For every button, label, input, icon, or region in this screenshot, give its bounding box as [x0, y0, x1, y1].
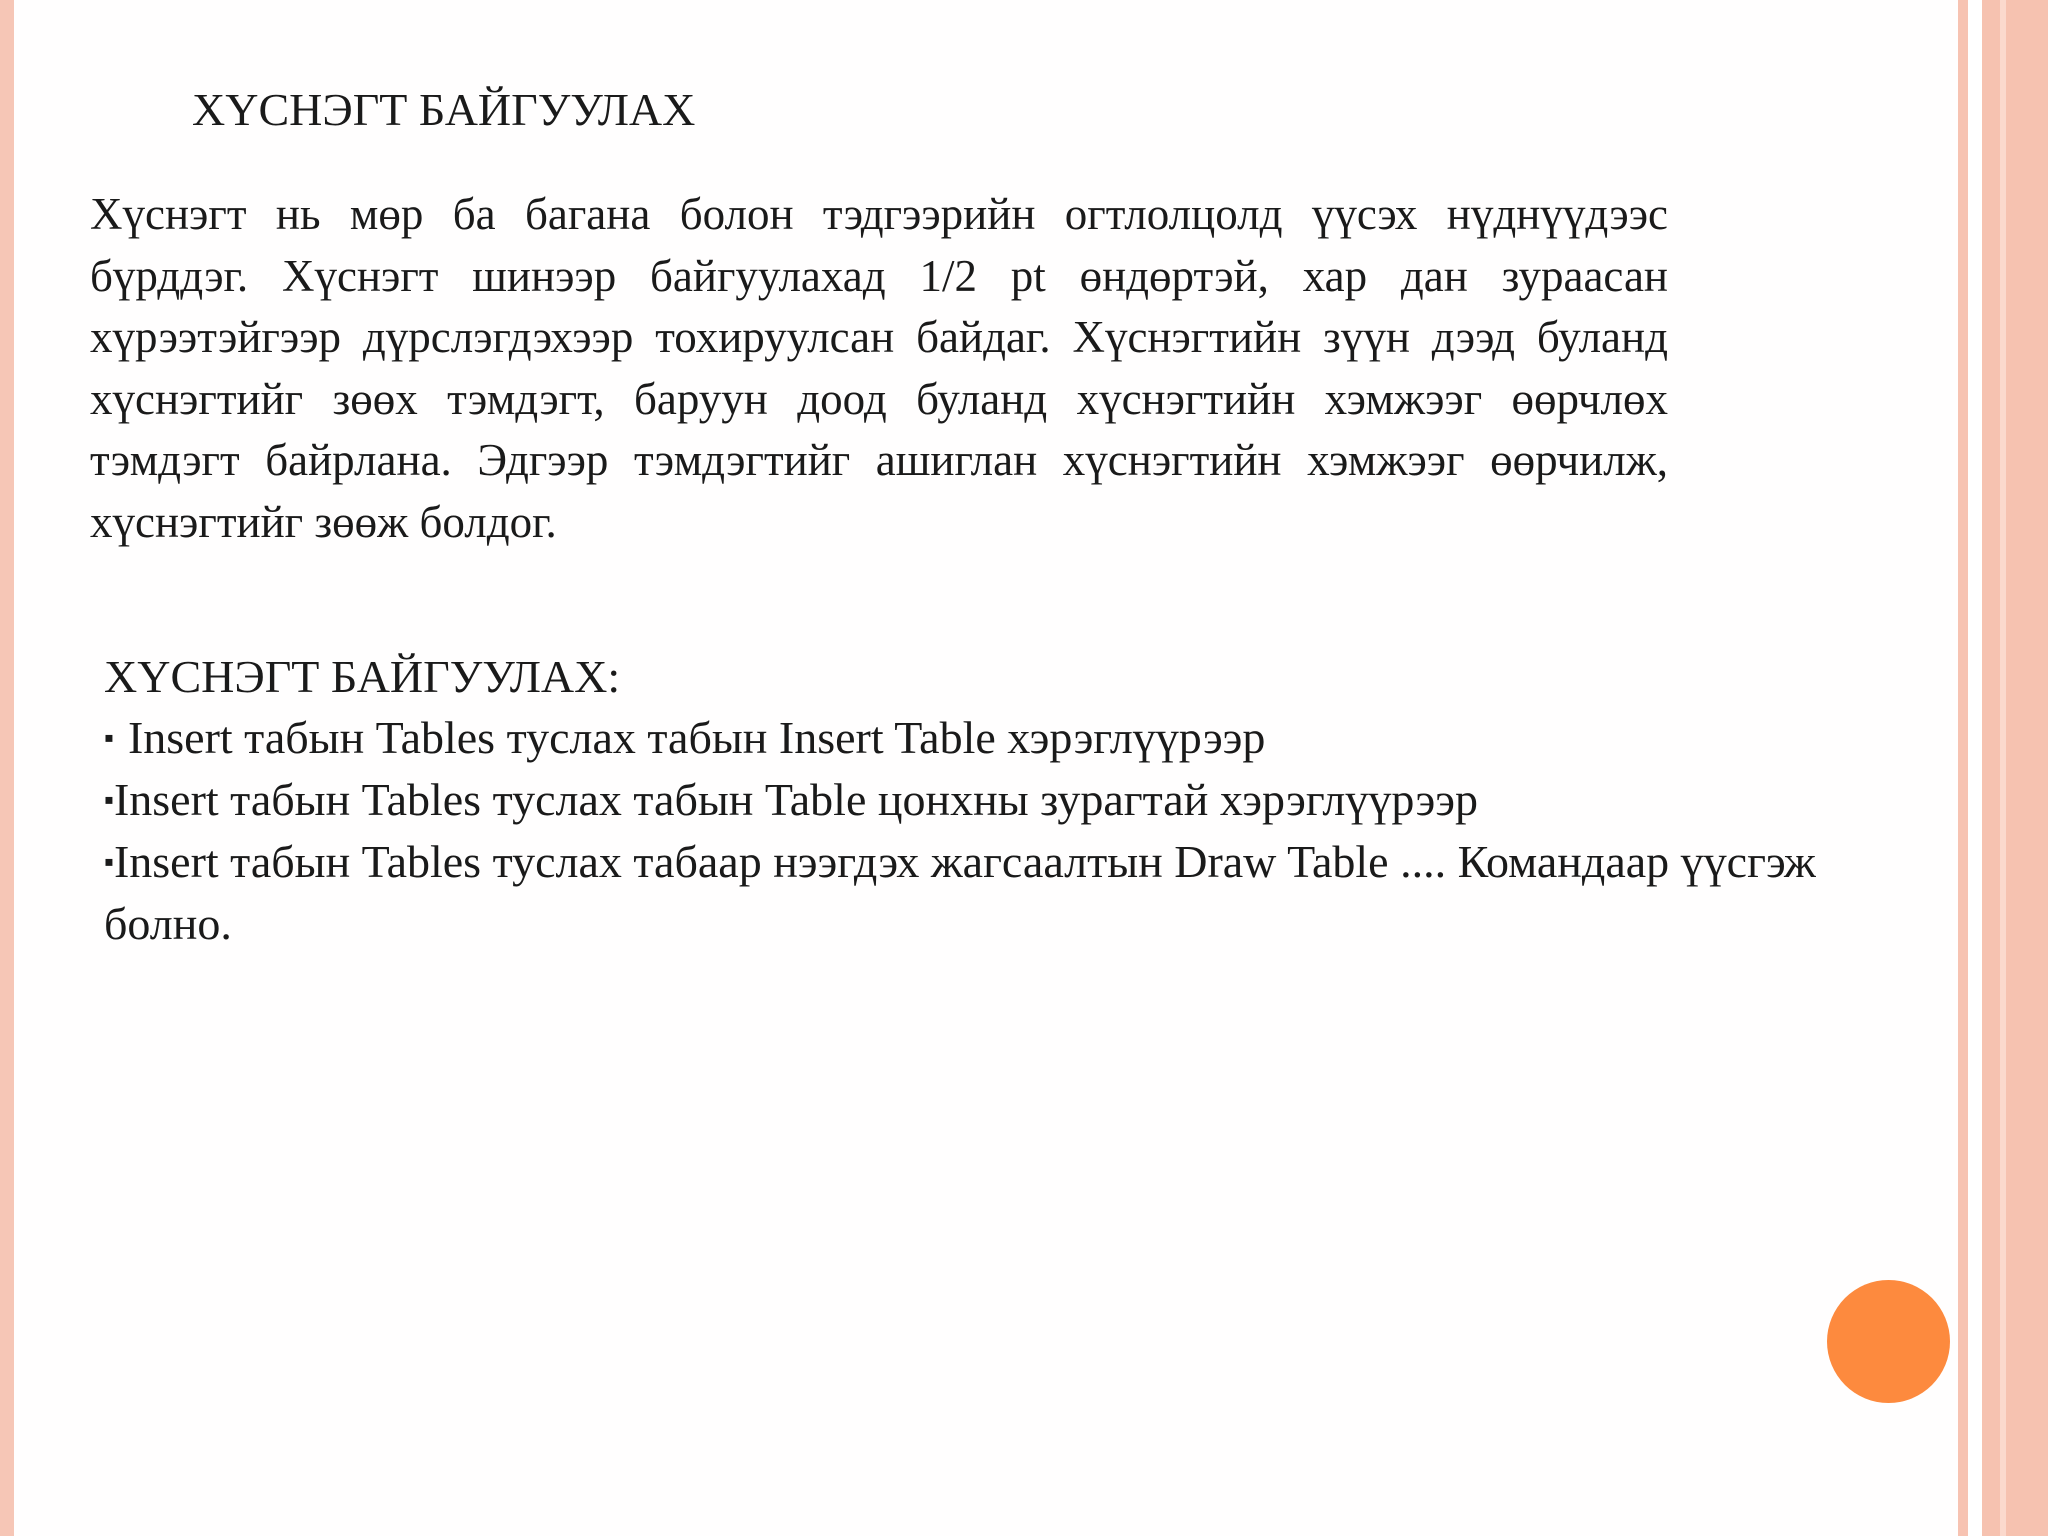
list-item: [104, 769, 1924, 831]
list-item-text: Insert табын Tables туслах табын Insert Table хэрэглүүрээр: [127, 712, 1266, 763]
method-list: [104, 646, 1924, 954]
list-item-text: Insert табын Tables туслах табаар нээгдэх жагсаалтын Draw Table .... Командаар үүсгэж болно.: [104, 836, 1816, 949]
orange-circle-decoration: [1827, 1280, 1950, 1403]
right-border-thick-stripe: [1982, 0, 2048, 1536]
square-bullet-icon: ▪: [104, 847, 114, 878]
left-border-decoration: [0, 0, 14, 1536]
square-bullet-icon: ▪: [104, 785, 114, 816]
square-bullet-icon: ▪: [104, 723, 114, 754]
body-paragraph: Хүснэгт нь мөр ба багана болон тэдгээрийн огтлолцолд үүсэх нүднүүдээс бүрддэг. Хүснэгт шинээр байгуулахад 1/2 pt өндөртэй, хар дан зураасан хүрээтэйгээр дүрслэгдэхээр тохируулсан байдаг. Хүснэгтийн зүүн дээд буланд хүснэгтийг зөөх тэмдэгт, баруун доод буланд хүснэгтийн хэмжээг өөрчлөх тэмдэгт байрлана. Эдгээр тэмдэгтийг ашиглан хүснэгтийн хэмжээг өөрчилж, хүснэгтийг зөөж болдог.: [90, 189, 1668, 547]
list-item: [104, 707, 1924, 769]
list-item: [104, 831, 1924, 954]
list-item-text: Insert табын Tables туслах табын Table цонхны зурагтай хэрэглүүрээр: [113, 774, 1478, 825]
right-border-inner-line: [2000, 0, 2006, 1536]
right-border-gap: [1968, 0, 1982, 1536]
list-heading: ХҮСНЭГТ БАЙГУУЛАХ:: [104, 651, 621, 702]
right-border-thin-stripe: [1958, 0, 1968, 1536]
slide-title: ХҮСНЭГТ БАЙГУУЛАХ: [192, 84, 696, 135]
